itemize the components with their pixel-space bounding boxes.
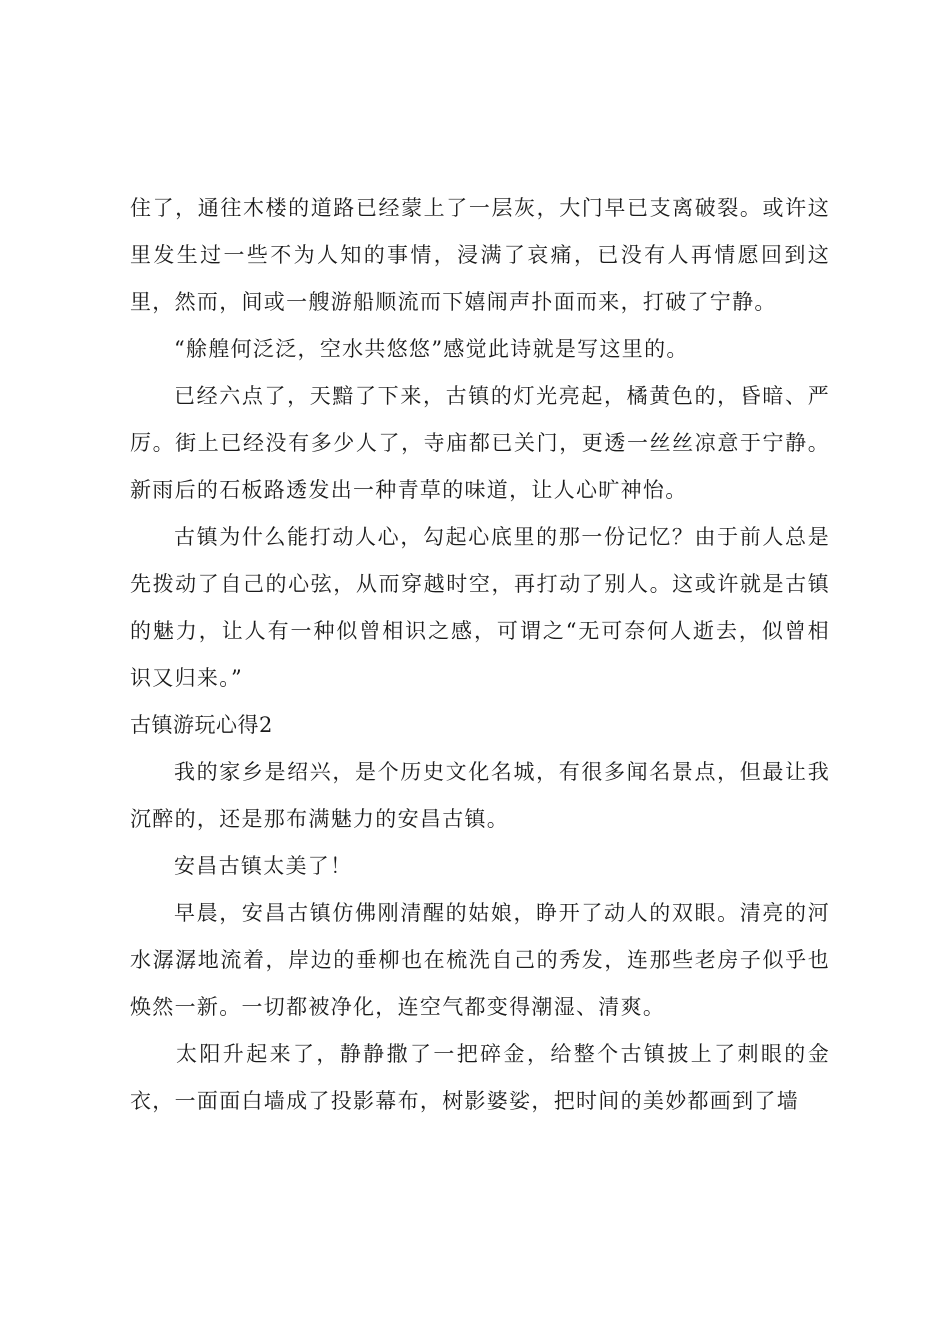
paragraph-continued: 住了，通往木楼的道路已经蒙上了一层灰，大门早已支离破裂。或许这里发生过一些不为人知的事情，浸满了哀痛，已没有人再情愿回到这里，然而，间或一艘游船顺流而下嬉闹声扑面而来，打破了宁静。: [130, 196, 830, 314]
section-heading: 古镇游玩心得2: [130, 713, 273, 737]
paragraph-morning: 早晨，安昌古镇仿佛刚清醒的姑娘，睁开了动人的双眼。清亮的河水潺潺地流着，岸边的垂柳也在梳洗自己的秀发，连那些老房子似乎也焕然一新。一切都被净化，连空气都变得潮湿、清爽。: [130, 901, 830, 1019]
paragraph-sunrise: 太阳升起来了，静静撒了一把碎金，给整个古镇披上了刺眼的金衣，一面面白墙成了投影幕布，树影婆娑，把时间的美妙都画到了墙: [130, 1042, 830, 1113]
paragraph-hometown: 我的家乡是绍兴，是个历史文化名城，有很多闻名景点，但最让我沉醉的，还是那布满魅力的安昌古镇。: [130, 760, 830, 831]
paragraph-beautiful: 安昌古镇太美了！: [174, 854, 353, 878]
paragraph-poem-quote: “艅艎何泛泛，空水共悠悠”感觉此诗就是写这里的。: [174, 337, 689, 361]
paragraph-charm: 古镇为什么能打动人心，勾起心底里的那一份记忆？由于前人总是先拨动了自己的心弦，从而穿越时空，再打动了别人。这或许就是古镇的魅力，让人有一种似曾相识之感，可谓之“无可奈何人逝去，似曾相识又归来。”: [130, 525, 830, 690]
document-body: [130, 185, 830, 1125]
paragraph-evening: 已经六点了，天黯了下来，古镇的灯光亮起，橘黄色的，昏暗、严厉。街上已经没有多少人了，寺庙都已关门，更透一丝丝凉意于宁静。新雨后的石板路透发出一种青草的味道，让人心旷神怡。: [130, 384, 830, 502]
